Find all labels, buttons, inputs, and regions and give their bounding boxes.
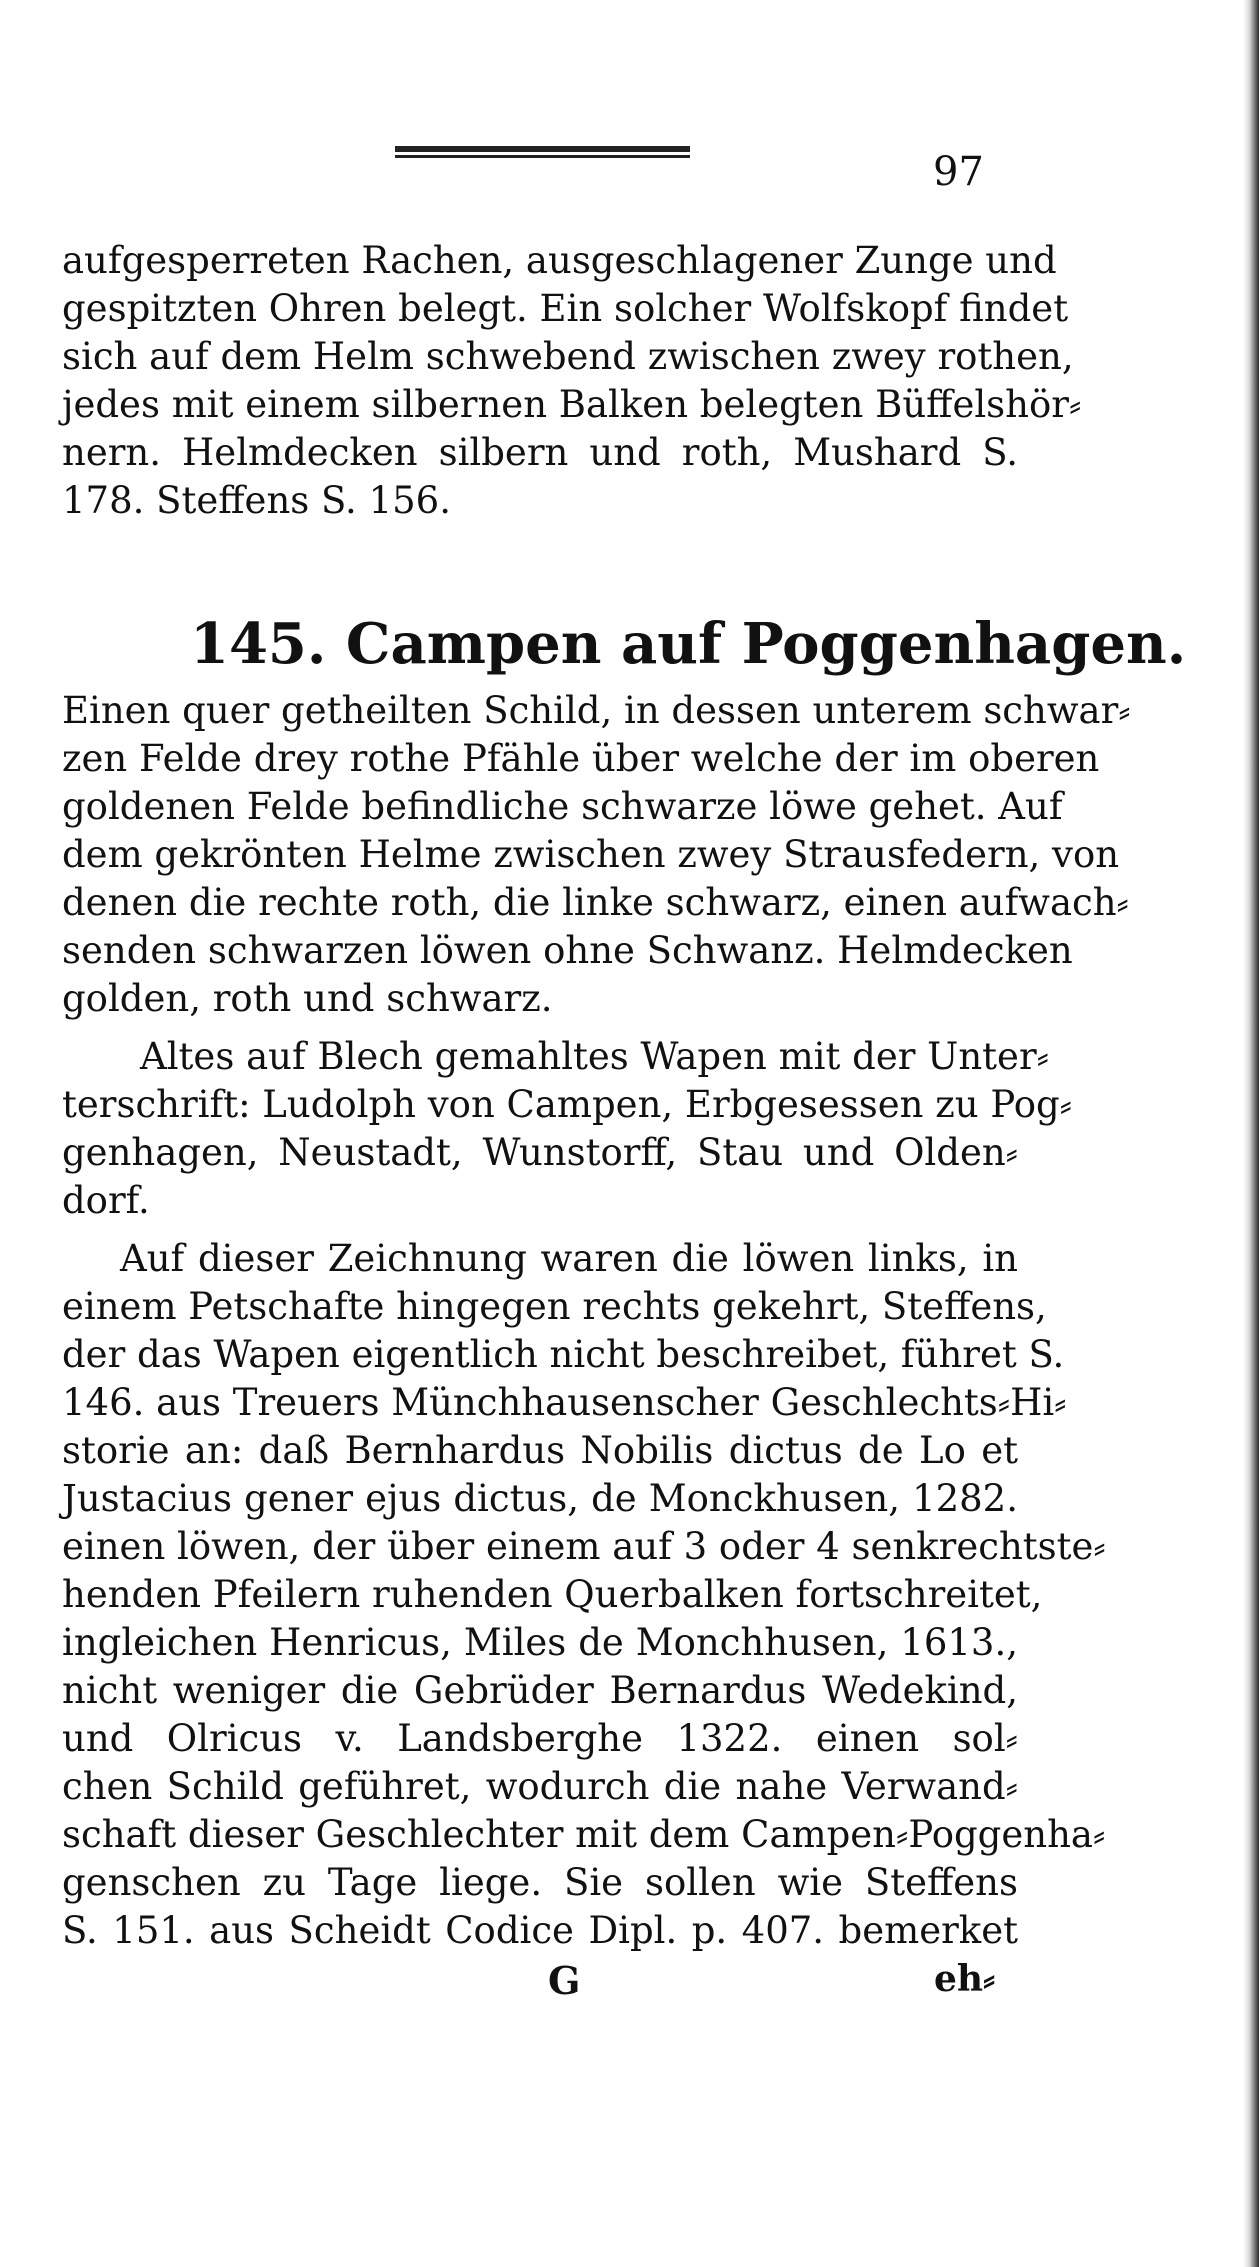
section-heading: 145. Campen auf Poggenhagen. xyxy=(190,611,1187,677)
text-line: gespitzten Ohren belegt. Ein solcher Wolfskopf findet xyxy=(62,287,1069,330)
page-edge-shadow xyxy=(1243,0,1259,2267)
text-line: sich auf dem Helm schwebend zwischen zwey rothen, xyxy=(62,335,1074,378)
text-line: Altes auf Blech gemahltes Wapen mit der Unter⸗ xyxy=(140,1035,1049,1078)
text-line: der das Wapen eigentlich nicht beschreibet, führet S. xyxy=(62,1333,1065,1376)
text-line: dorf. xyxy=(62,1179,150,1222)
text-line: terschrift: Ludolph von Campen, Erbgesessen zu Pog⸗ xyxy=(62,1083,1073,1126)
page-number: 97 xyxy=(933,149,984,195)
signature-mark: G xyxy=(548,1958,581,2003)
text-line: nern. Helmdecken silbern und roth, Mushard S. xyxy=(62,431,1018,474)
text-line: nicht weniger die Gebrüder Bernardus Wedekind, xyxy=(62,1669,1018,1712)
text-line: Auf dieser Zeichnung waren die löwen links, in xyxy=(120,1237,1018,1280)
catchword: eh⸗ xyxy=(934,1958,996,2000)
text-line: storie an: daß Bernhardus Nobilis dictus de Lo et xyxy=(62,1429,1018,1472)
ornament-thin-bar xyxy=(395,155,690,158)
text-line: aufgesperreten Rachen, ausgeschlagener Zunge und xyxy=(62,239,1057,282)
text-line: golden, roth und schwarz. xyxy=(62,977,553,1020)
text-line: jedes mit einem silbernen Balken belegten Büffelshör⸗ xyxy=(62,383,1082,426)
ornament-thick-bar xyxy=(395,146,690,152)
text-line: einem Petschafte hingegen rechts gekehrt, Steffens, xyxy=(62,1285,1047,1328)
text-line: Justacius gener ejus dictus, de Monckhusen, 1282. xyxy=(62,1477,1018,1520)
header-ornament-rule xyxy=(395,146,690,162)
text-line: goldenen Felde befindliche schwarze löwe gehet. Auf xyxy=(62,785,1063,828)
text-line: zen Felde drey rothe Pfähle über welche der im oberen xyxy=(62,737,1100,780)
text-line: ingleichen Henricus, Miles de Monchhusen, 1613., xyxy=(62,1621,1018,1664)
text-line: denen die rechte roth, die linke schwarz, einen aufwach⸗ xyxy=(62,881,1129,924)
text-line: genschen zu Tage liege. Sie sollen wie Steffens xyxy=(62,1861,1018,1904)
text-line: 178. Steffens S. 156. xyxy=(62,479,451,522)
text-line: henden Pfeilern ruhenden Querbalken fortschreitet, xyxy=(62,1573,1043,1616)
text-line: S. 151. aus Scheidt Codice Dipl. p. 407. bemerket xyxy=(62,1909,1018,1952)
text-line: einen löwen, der über einem auf 3 oder 4 senkrechtste⸗ xyxy=(62,1525,1106,1568)
text-line: Einen quer getheilten Schild, in dessen unterem schwar⸗ xyxy=(62,689,1131,732)
text-line: genhagen, Neustadt, Wunstorff, Stau und Olden⸗ xyxy=(62,1131,1018,1174)
text-line: dem gekrönten Helme zwischen zwey Strausfedern, von xyxy=(62,833,1120,876)
text-line: 146. aus Treuers Münchhausenscher Geschlechts⸗Hi⸗ xyxy=(62,1381,1067,1424)
text-line: und Olricus v. Landsberghe 1322. einen sol⸗ xyxy=(62,1717,1018,1760)
text-line: chen Schild geführet, wodurch die nahe Verwand⸗ xyxy=(62,1765,1018,1808)
text-line: senden schwarzen löwen ohne Schwanz. Helmdecken xyxy=(62,929,1073,972)
text-line: schaft dieser Geschlechter mit dem Campen⸗Poggenha⸗ xyxy=(62,1813,1106,1856)
